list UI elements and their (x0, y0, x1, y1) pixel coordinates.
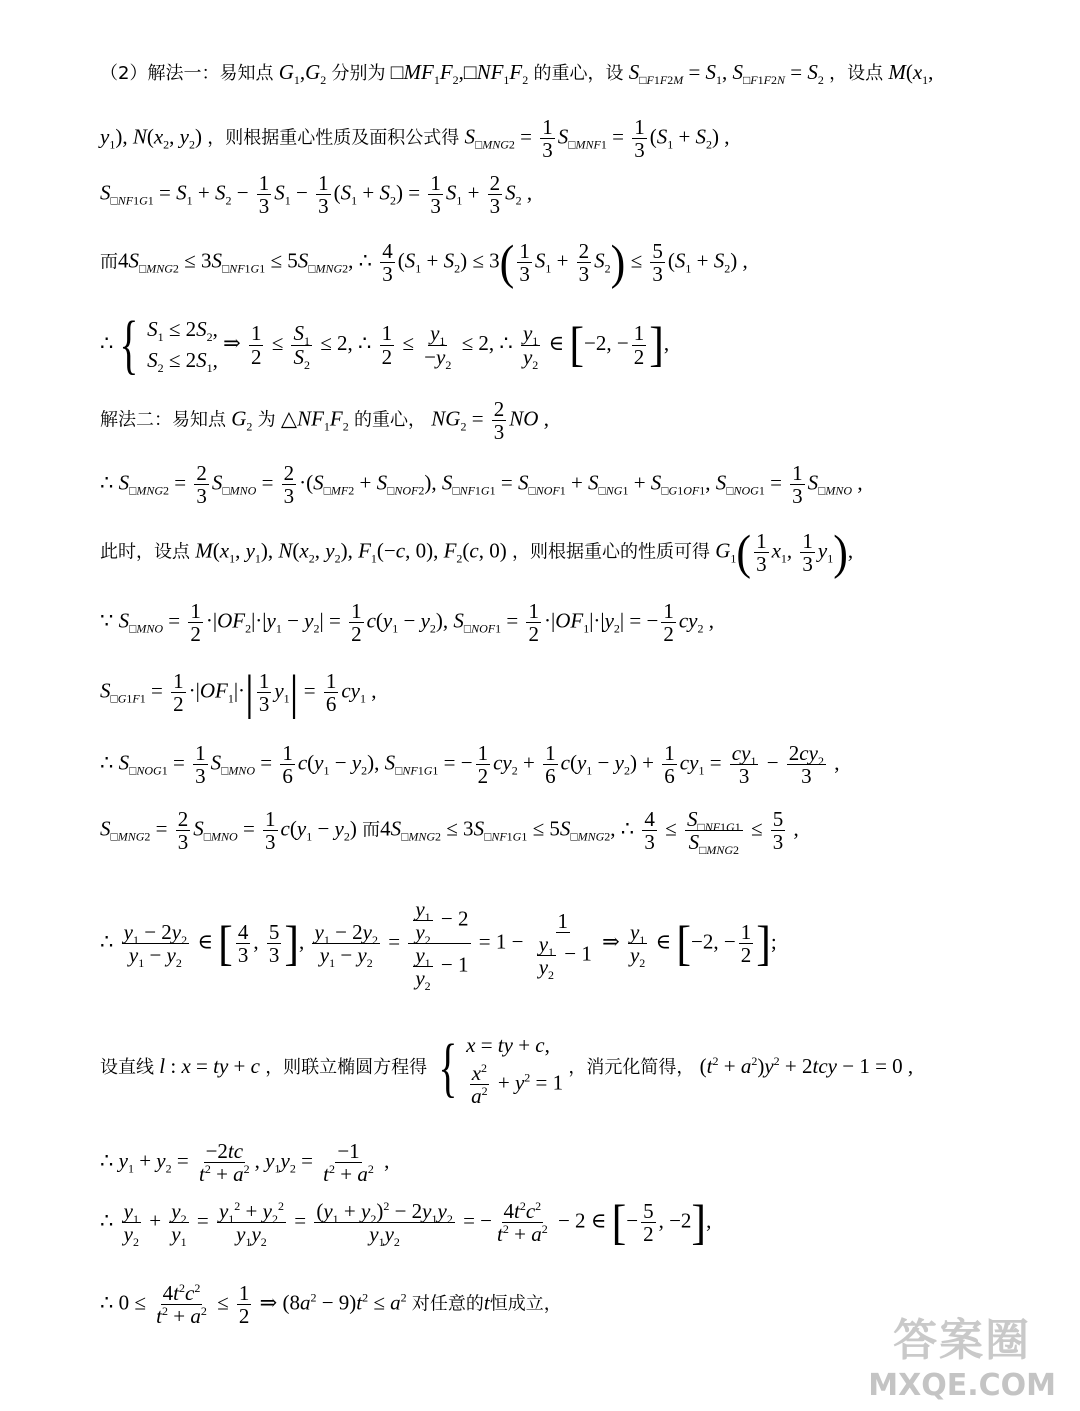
text-line-11: ∴ $S_{□NOG1}$ = $\frac{1}{3}$ $S_{□MNO}$ = $\frac{1}{6}$ $c(y_1 - y_2)$, $S_{□NF1G1}$ = − $\frac{1}{2}$ $cy_2$ + $\frac{1}{6}$ $c(y_1 - y_2)$ + $\frac{1}{6}$ $cy_1$ = $\frac{cy_1}{3}$ − $\frac{2cy_2}{3}$ , (100, 741, 840, 789)
text-line-5: ∴{ $S_1 \le 2S_2$, $S_2 \le 2S_1$, ⇒ $\frac{1}{2}$ ≤ $\frac{S_1}{S_2}$ ≤ 2, ∴ $\frac{1}{2}$ ≤ $\frac{y_1}{-y_2}$ ≤ 2, ∴ $\frac{y_1}{y_2}$ ∈ [−2, − $\frac{1}{2}$ ], (100, 308, 670, 381)
text-line-4: 而$4S_{□MNG2} \le 3S_{□NF1G1} \le 5S_{□MNG2}$, ∴ $\frac{4}{3}$ $(S_1 + S_2) \le 3$( $\frac{1}{3}$ $S_1$ + $\frac{2}{3}$ $S_2$) ≤ $\frac{5}{3}$ $(S_1 + S_2)$ , (100, 235, 748, 289)
text-line-10: $S_{□G1F1}$ = $\frac{1}{2}$ $\cdot|OF_1|\cdot|$ $\frac{1}{3}$ $y_1|$ = $\frac{1}{6}$ $cy_1$ , (100, 665, 377, 719)
watermark (868, 1304, 1056, 1403)
watermark-logo: 答案圈 (893, 1315, 1032, 1366)
text-line-12: $S_{□MNG2}$ = $\frac{2}{3}$ $S_{□MNO}$ = $\frac{1}{3}$ $c(y_1 - y_2)$ 而$4S_{□MNG2} \le 3S_{□NF1G1} \le 5S_{□MNG2}$, ∴ $\frac{4}{3}$ ≤ $\frac{S_{□NF1G1}}{S_{□MNG2}}$ ≤ $\frac{5}{3}$ , (100, 807, 799, 858)
text-line-9: ∵ $S_{□MNO}$ = $\frac{1}{2}$ $\cdot|OF_2|\cdot|y_1 - y_2|$ = $\frac{1}{2}$ $c(y_1 - y_2)$, $S_{□NOF1}$ = $\frac{1}{2}$ $\cdot|OF_1|\cdot|y_2|$ = − $\frac{1}{2}$ $cy_2$ , (100, 599, 714, 647)
text-line-16: ∴ $\frac{y_1}{y_2}$ + $\frac{y_2}{y_1}$ = $\frac{y_1^2 + y_2^2}{y_1y_2}$ = $\frac{(y_1 + y_2)^2 - 2y_1y_2}{y_1y_2}$ = − $\frac{4t^2c^2}{t^2 + a^2}$ − 2 ∈ [− $\frac{5}{2}$ , −2], (100, 1195, 712, 1250)
text-line-17: ∴ 0 ≤ $\frac{4t^2c^2}{t^2 + a^2}$ ≤ $\frac{1}{2}$ ⇒ $(8a^2 - 9)t^2 \le a^2$ 对任意的t恒成立， (100, 1281, 562, 1329)
text-line-6: 解法二：易知点 $G_2$ 为 $\triangle NF_1F_2$ 的重心， $NG_2$ = $\frac{2}{3}$ NO , (100, 397, 549, 445)
solution-2-intro: 解法二：易知点 (100, 409, 226, 431)
text-line-13: ∴ $\frac{y_1 - 2y_2}{y_1 - y_2}$ ∈ [ $\frac{4}{3}$ , $\frac{5}{3}$ ], $\frac{y_1 - 2y_2}{y_1 - y_2}$ = $\frac{y_1}{y_2}$ − 2 $\frac{y_1}{y_2}$ − 1 = 1 − 1 $\frac{y_1}{y_2}$ − 1 ⇒ $\frac{y_1}{y_2}$ ∈ [−2, − $\frac{1}{2}$ ]; (100, 897, 777, 994)
text-line-2: $y_1$), $N(x_2$, $y_2$) ，则根据重心性质及面积公式得 $S_{□MNG2}$ = $\frac{1}{3}$ $S_{□MNF1}$ = $\frac{1}{3}$ $(S_1 + S_2)$ , (100, 115, 730, 163)
text-line-8: 此时，设点 $M(x_1$, $y_1$), $N(x_2$, $y_2$), $F_1(-c$, 0), $F_2(c$, 0) ，则根据重心的性质可得 $G_1$( $\frac{1}{3}$ $x_1$, $\frac{1}{3}$ $y_1$), (100, 525, 854, 579)
watermark-url: MXQE.COM (868, 1368, 1056, 1403)
solution-1-intro: （2）解法一：易知点 (100, 63, 274, 84)
text-line-1: （2）解法一：易知点 $G_1,G_2$ 分别为 $□MF_1F_2,□NF_1F_2$ 的重心，设 $S_{□F1F2M} = S_1$, $S_{□F1F2N} = S_2$ ，设点 $M(x_1$, (100, 60, 934, 87)
text-line-14: 设直线 l : x = ty + c ，则联立椭圆方程得 { x = ty + c, $\frac{x^2}{a^2}$ + $y^2 = 1$ ，消元化简得， $(t^2 + a^2)y^2 + 2tcy - 1 = 0$ , (100, 1031, 914, 1108)
text-line-7: ∴ $S_{□MNG2}$ = $\frac{2}{3}$ $S_{□MNO}$ = $\frac{2}{3}$ $\cdot(S_{□MF2} + S_{□NOF2})$, $S_{□NF1G1} = S_{□NOF1} + S_{□NG1} + S_{□G1OF1}$, $S_{□NOG1}$ = $\frac{1}{3}$ $S_{□MNO}$ , (100, 461, 863, 509)
text-line-3: $S_{□NF1G1} = S_1 + S_2$ − $\frac{1}{3}$ $S_1$ − $\frac{1}{3}$ $(S_1 + S_2)$ = $\frac{1}{3}$ $S_1$ + $\frac{2}{3}$ $S_2$ , (100, 171, 533, 219)
text-line-15: ∴ $y_1 + y_2$ = $\frac{-2tc}{t^2 + a^2}$ , $y_1y_2$ = $\frac{-1}{t^2 + a^2}$ , (100, 1139, 390, 1187)
